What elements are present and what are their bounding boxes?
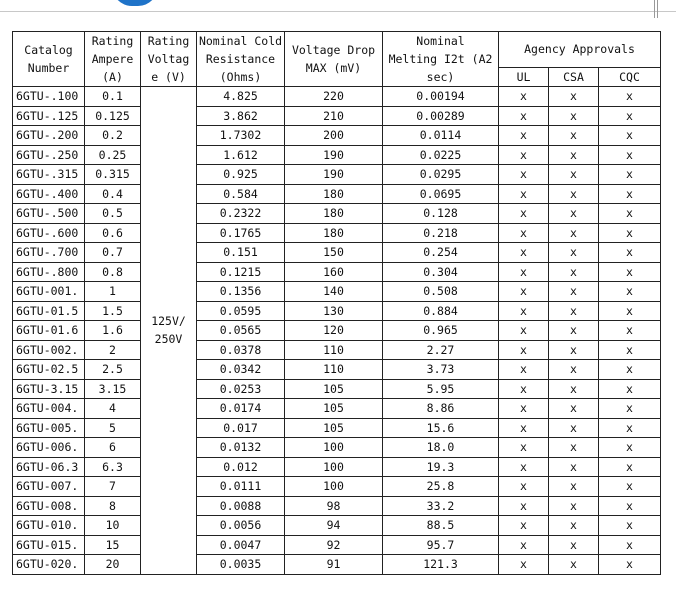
- table-row: [13, 457, 661, 477]
- header-ul: UL: [499, 67, 549, 86]
- cell-ampere: 0.25: [85, 145, 141, 165]
- cell-voltage-drop: 210: [285, 106, 383, 126]
- cell-csa: x: [549, 145, 599, 165]
- cell-ul: x: [499, 223, 549, 243]
- cell-resistance: 0.0565: [197, 321, 285, 341]
- header-voltage: Rating Voltag e (V): [141, 32, 197, 87]
- cell-resistance: 0.0056: [197, 516, 285, 536]
- cell-ul: x: [499, 496, 549, 516]
- cell-ampere: 5: [85, 418, 141, 438]
- cell-catalog: 6GTU-01.5: [13, 301, 85, 321]
- table-row: [13, 360, 661, 380]
- cell-melting: 0.0225: [383, 145, 499, 165]
- cell-cqc: x: [599, 321, 661, 341]
- cell-cqc: x: [599, 282, 661, 302]
- table-row: [13, 145, 661, 165]
- cell-ul: x: [499, 126, 549, 146]
- header-catalog: Catalog Number: [13, 32, 85, 87]
- cell-catalog: 6GTU-01.6: [13, 321, 85, 341]
- cell-ul: x: [499, 184, 549, 204]
- cell-catalog: 6GTU-02.5: [13, 360, 85, 380]
- cell-csa: x: [549, 379, 599, 399]
- cell-melting: 19.3: [383, 457, 499, 477]
- cell-cqc: x: [599, 184, 661, 204]
- cell-catalog: 6GTU-001.: [13, 282, 85, 302]
- cell-csa: x: [549, 457, 599, 477]
- cell-csa: x: [549, 496, 599, 516]
- cell-ampere: 0.1: [85, 87, 141, 107]
- cell-catalog: 6GTU-.100: [13, 87, 85, 107]
- table-row: [13, 535, 661, 555]
- cell-csa: x: [549, 126, 599, 146]
- cell-csa: x: [549, 204, 599, 224]
- table-row: [13, 438, 661, 458]
- header-ampere: Rating Ampere (A): [85, 32, 141, 87]
- cell-catalog: 6GTU-.200: [13, 126, 85, 146]
- cell-csa: x: [549, 477, 599, 497]
- cell-voltage-drop: 92: [285, 535, 383, 555]
- cell-ampere: 6.3: [85, 457, 141, 477]
- cell-resistance: 0.1765: [197, 223, 285, 243]
- table-row: [13, 516, 661, 536]
- cell-voltage-drop: 105: [285, 379, 383, 399]
- cell-cqc: x: [599, 145, 661, 165]
- cell-resistance: 0.0111: [197, 477, 285, 497]
- cell-cqc: x: [599, 243, 661, 263]
- header-voltage-drop: Voltage Drop MAX (mV): [285, 32, 383, 87]
- cell-cqc: x: [599, 418, 661, 438]
- cell-ul: x: [499, 399, 549, 419]
- cell-cqc: x: [599, 516, 661, 536]
- table-row: [13, 379, 661, 399]
- cell-csa: x: [549, 535, 599, 555]
- cell-resistance: 0.0342: [197, 360, 285, 380]
- header-agency: Agency Approvals: [499, 32, 661, 68]
- cell-melting: 8.86: [383, 399, 499, 419]
- cell-catalog: 6GTU-015.: [13, 535, 85, 555]
- margin-mark: [654, 0, 658, 18]
- cell-catalog: 6GTU-010.: [13, 516, 85, 536]
- cell-voltage-drop: 100: [285, 477, 383, 497]
- cell-voltage-drop: 200: [285, 126, 383, 146]
- cell-melting: 0.304: [383, 262, 499, 282]
- cell-csa: x: [549, 223, 599, 243]
- table-row: [13, 165, 661, 185]
- cell-catalog: 6GTU-06.3: [13, 457, 85, 477]
- cell-melting: 0.0295: [383, 165, 499, 185]
- cell-csa: x: [549, 418, 599, 438]
- cell-catalog: 6GTU-002.: [13, 340, 85, 360]
- cell-ampere: 0.6: [85, 223, 141, 243]
- cell-melting: 0.128: [383, 204, 499, 224]
- cell-melting: 0.965: [383, 321, 499, 341]
- cell-csa: x: [549, 106, 599, 126]
- cell-csa: x: [549, 555, 599, 575]
- cell-catalog: 6GTU-020.: [13, 555, 85, 575]
- cell-csa: x: [549, 243, 599, 263]
- cell-csa: x: [549, 438, 599, 458]
- cell-ul: x: [499, 165, 549, 185]
- cell-melting: 0.00194: [383, 87, 499, 107]
- cell-catalog: 6GTU-008.: [13, 496, 85, 516]
- cell-cqc: x: [599, 223, 661, 243]
- table-row: [13, 399, 661, 419]
- cell-ampere: 8: [85, 496, 141, 516]
- table-row: [13, 126, 661, 146]
- cell-ampere: 4: [85, 399, 141, 419]
- table-row: [13, 321, 661, 341]
- cell-ul: x: [499, 145, 549, 165]
- cell-voltage-drop: 220: [285, 87, 383, 107]
- cell-voltage-drop: 110: [285, 360, 383, 380]
- cell-melting: 18.0: [383, 438, 499, 458]
- cell-cqc: x: [599, 360, 661, 380]
- cell-voltage-drop: 105: [285, 399, 383, 419]
- cell-resistance: 0.1215: [197, 262, 285, 282]
- cell-melting: 3.73: [383, 360, 499, 380]
- cell-cqc: x: [599, 438, 661, 458]
- cell-voltage-drop: 190: [285, 145, 383, 165]
- cell-ampere: 15: [85, 535, 141, 555]
- table-row: [13, 301, 661, 321]
- cell-voltage-drop: 100: [285, 438, 383, 458]
- cell-ampere: 20: [85, 555, 141, 575]
- cell-ampere: 0.125: [85, 106, 141, 126]
- table-row: [13, 223, 661, 243]
- cell-ul: x: [499, 262, 549, 282]
- cell-catalog: 6GTU-.250: [13, 145, 85, 165]
- cell-csa: x: [549, 87, 599, 107]
- cell-voltage-drop: 190: [285, 165, 383, 185]
- cell-voltage-drop: 130: [285, 301, 383, 321]
- cell-ul: x: [499, 379, 549, 399]
- cell-csa: x: [549, 282, 599, 302]
- cell-catalog: 6GTU-.700: [13, 243, 85, 263]
- cell-voltage-drop: 160: [285, 262, 383, 282]
- table-row: [13, 243, 661, 263]
- cell-ul: x: [499, 477, 549, 497]
- cell-ul: x: [499, 282, 549, 302]
- cell-resistance: 1.612: [197, 145, 285, 165]
- cell-ul: x: [499, 535, 549, 555]
- cell-cqc: x: [599, 204, 661, 224]
- cell-cqc: x: [599, 457, 661, 477]
- cell-melting: 0.0114: [383, 126, 499, 146]
- cell-melting: 0.884: [383, 301, 499, 321]
- cell-catalog: 6GTU-006.: [13, 438, 85, 458]
- cell-ampere: 6: [85, 438, 141, 458]
- cell-cqc: x: [599, 477, 661, 497]
- cell-csa: x: [549, 399, 599, 419]
- cell-catalog: 6GTU-.600: [13, 223, 85, 243]
- cell-catalog: 6GTU-004.: [13, 399, 85, 419]
- cell-csa: x: [549, 360, 599, 380]
- table-row: [13, 184, 661, 204]
- cell-catalog: 6GTU-.315: [13, 165, 85, 185]
- cell-csa: x: [549, 321, 599, 341]
- cell-resistance: 1.7302: [197, 126, 285, 146]
- cell-melting: 88.5: [383, 516, 499, 536]
- cell-cqc: x: [599, 340, 661, 360]
- cell-resistance: 0.0174: [197, 399, 285, 419]
- cell-ampere: 0.4: [85, 184, 141, 204]
- cell-csa: x: [549, 262, 599, 282]
- cell-melting: 33.2: [383, 496, 499, 516]
- cell-voltage-drop: 180: [285, 184, 383, 204]
- cell-ul: x: [499, 340, 549, 360]
- cell-csa: x: [549, 184, 599, 204]
- cell-cqc: x: [599, 262, 661, 282]
- logo-icon: [112, 0, 158, 6]
- cell-melting: 0.254: [383, 243, 499, 263]
- cell-ampere: 1.5: [85, 301, 141, 321]
- cell-resistance: 0.0035: [197, 555, 285, 575]
- cell-ampere: 0.2: [85, 126, 141, 146]
- cell-voltage-drop: 140: [285, 282, 383, 302]
- cell-melting: 25.8: [383, 477, 499, 497]
- table-row: [13, 204, 661, 224]
- fuse-spec-table: [12, 31, 661, 575]
- cell-resistance: 0.0047: [197, 535, 285, 555]
- cell-catalog: 6GTU-.400: [13, 184, 85, 204]
- cell-cqc: x: [599, 301, 661, 321]
- cell-catalog: 6GTU-.800: [13, 262, 85, 282]
- cell-resistance: 0.0595: [197, 301, 285, 321]
- cell-ul: x: [499, 438, 549, 458]
- cell-melting: 95.7: [383, 535, 499, 555]
- cell-ul: x: [499, 204, 549, 224]
- cell-resistance: 0.012: [197, 457, 285, 477]
- cell-voltage-drop: 100: [285, 457, 383, 477]
- cell-melting: 0.508: [383, 282, 499, 302]
- header-cqc: CQC: [599, 67, 661, 86]
- cell-melting: 5.95: [383, 379, 499, 399]
- cell-ul: x: [499, 243, 549, 263]
- cell-ampere: 1.6: [85, 321, 141, 341]
- cell-ampere: 0.7: [85, 243, 141, 263]
- cell-resistance: 0.151: [197, 243, 285, 263]
- cell-resistance: 0.0378: [197, 340, 285, 360]
- cell-catalog: 6GTU-.125: [13, 106, 85, 126]
- header-melting: Nominal Melting I2t (A2 sec): [383, 32, 499, 87]
- table-row: [13, 87, 661, 107]
- cell-voltage-drop: 180: [285, 204, 383, 224]
- cell-catalog: 6GTU-005.: [13, 418, 85, 438]
- cell-cqc: x: [599, 535, 661, 555]
- cell-catalog: 6GTU-007.: [13, 477, 85, 497]
- cell-cqc: x: [599, 165, 661, 185]
- cell-voltage-drop: 94: [285, 516, 383, 536]
- cell-cqc: x: [599, 126, 661, 146]
- cell-resistance: 4.825: [197, 87, 285, 107]
- cell-resistance: 0.017: [197, 418, 285, 438]
- table-row: [13, 282, 661, 302]
- cell-csa: x: [549, 301, 599, 321]
- cell-ampere: 2.5: [85, 360, 141, 380]
- cell-resistance: 0.2322: [197, 204, 285, 224]
- table-row: [13, 477, 661, 497]
- cell-ampere: 0.315: [85, 165, 141, 185]
- cell-ampere: 2: [85, 340, 141, 360]
- cell-ul: x: [499, 457, 549, 477]
- cell-csa: x: [549, 165, 599, 185]
- cell-resistance: 0.925: [197, 165, 285, 185]
- cell-ampere: 0.8: [85, 262, 141, 282]
- cell-voltage-drop: 120: [285, 321, 383, 341]
- cell-melting: 121.3: [383, 555, 499, 575]
- cell-ul: x: [499, 360, 549, 380]
- cell-melting: 0.0695: [383, 184, 499, 204]
- cell-cqc: x: [599, 87, 661, 107]
- cell-catalog: 6GTU-.500: [13, 204, 85, 224]
- cell-resistance: 0.0253: [197, 379, 285, 399]
- table-row: [13, 418, 661, 438]
- table-row: [13, 340, 661, 360]
- cell-ul: x: [499, 418, 549, 438]
- cell-ul: x: [499, 516, 549, 536]
- cell-ul: x: [499, 321, 549, 341]
- cell-voltage-drop: 98: [285, 496, 383, 516]
- cell-ampere: 1: [85, 282, 141, 302]
- table-row: [13, 555, 661, 575]
- header-resistance: Nominal Cold Resistance (Ohms): [197, 32, 285, 87]
- cell-cqc: x: [599, 555, 661, 575]
- cell-resistance: 0.0132: [197, 438, 285, 458]
- cell-melting: 2.27: [383, 340, 499, 360]
- cell-csa: x: [549, 340, 599, 360]
- cell-ul: x: [499, 87, 549, 107]
- page-divider: [0, 11, 676, 12]
- cell-ampere: 10: [85, 516, 141, 536]
- cell-voltage-rating: 125V/ 250V: [141, 87, 197, 575]
- table-row: [13, 496, 661, 516]
- table-row: [13, 262, 661, 282]
- cell-ampere: 7: [85, 477, 141, 497]
- table-row: [13, 106, 661, 126]
- cell-ampere: 3.15: [85, 379, 141, 399]
- cell-voltage-drop: 91: [285, 555, 383, 575]
- cell-melting: 15.6: [383, 418, 499, 438]
- cell-cqc: x: [599, 379, 661, 399]
- cell-cqc: x: [599, 106, 661, 126]
- cell-voltage-drop: 110: [285, 340, 383, 360]
- cell-resistance: 0.584: [197, 184, 285, 204]
- cell-cqc: x: [599, 496, 661, 516]
- table-body: [13, 87, 661, 575]
- header-csa: CSA: [549, 67, 599, 86]
- cell-ul: x: [499, 301, 549, 321]
- cell-resistance: 3.862: [197, 106, 285, 126]
- cell-resistance: 0.1356: [197, 282, 285, 302]
- cell-resistance: 0.0088: [197, 496, 285, 516]
- cell-ampere: 0.5: [85, 204, 141, 224]
- cell-csa: x: [549, 516, 599, 536]
- cell-cqc: x: [599, 399, 661, 419]
- cell-voltage-drop: 105: [285, 418, 383, 438]
- cell-melting: 0.218: [383, 223, 499, 243]
- cell-catalog: 6GTU-3.15: [13, 379, 85, 399]
- cell-voltage-drop: 150: [285, 243, 383, 263]
- cell-voltage-drop: 180: [285, 223, 383, 243]
- cell-melting: 0.00289: [383, 106, 499, 126]
- cell-ul: x: [499, 555, 549, 575]
- cell-ul: x: [499, 106, 549, 126]
